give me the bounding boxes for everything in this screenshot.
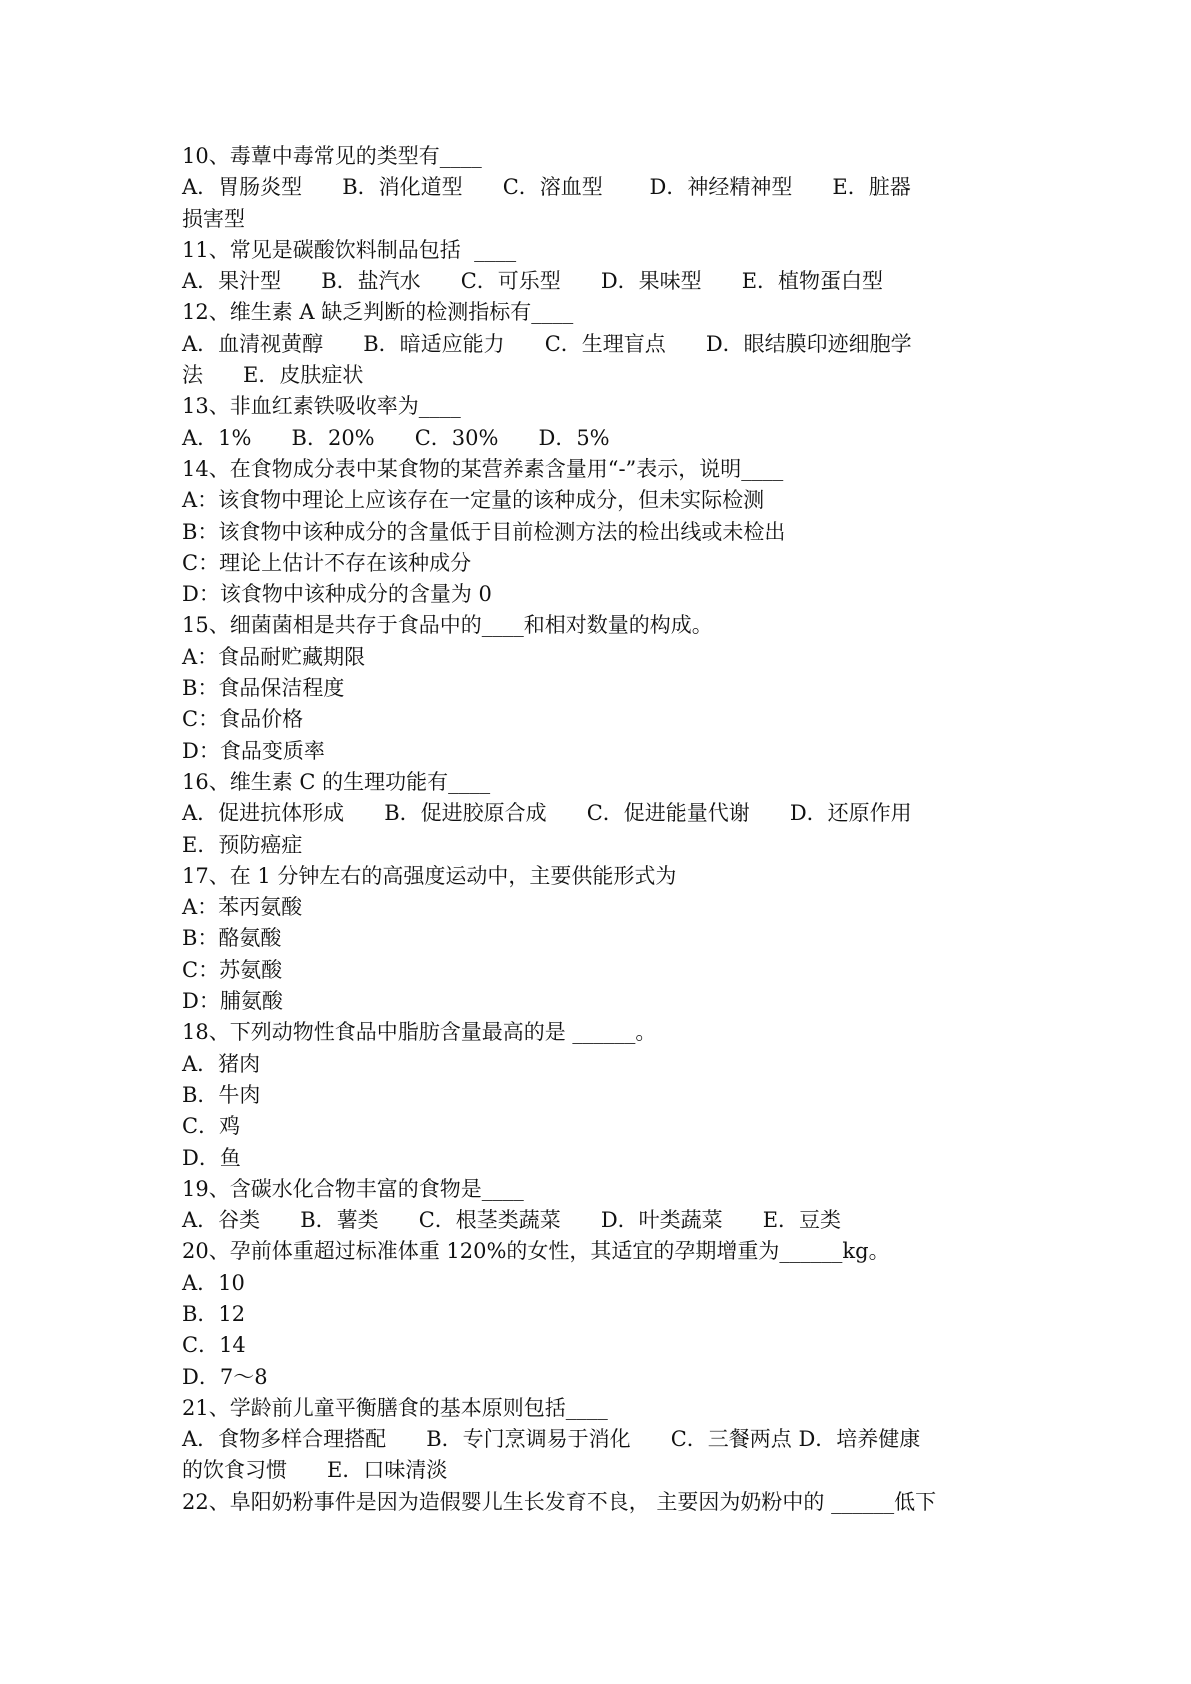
question-13-options: A．1% B．20% C．30% D．5% [182,425,610,450]
question-10-options-cont: 损害型 [182,206,245,231]
question-17-option-d: D：脯氨酸 [182,989,283,1014]
question-18-option-b: B．牛肉 [182,1082,261,1107]
question-21-stem: 21、学龄前儿童平衡膳食的基本原则包括____ [182,1395,608,1420]
question-14-option-a: A：该食物中理论上应该存在一定量的该种成分，但未实际检测 [182,488,765,513]
question-10-options: A．胃肠炎型 B．消化道型 C．溶血型 D．神经精神型 E．脏器 [182,175,911,200]
question-17-option-c: C：苏氨酸 [182,957,283,982]
question-17-option-a: A：苯丙氨酸 [182,895,303,920]
question-14-option-b: B：该食物中该种成分的含量低于目前检测方法的检出线或未检出 [182,519,786,544]
question-15-option-c: C：食品价格 [182,707,304,732]
question-16-options: A．促进抗体形成 B．促进胶原合成 C．促进能量代谢 D．还原作用 [182,801,912,826]
document-page [182,141,1022,1518]
question-20-option-d: D．7～8 [182,1364,268,1389]
question-18-option-d: D．鱼 [182,1145,241,1170]
question-16-stem: 16、维生素 C 的生理功能有____ [182,769,491,794]
question-16-options-cont: E．预防癌症 [182,832,303,857]
question-21-options-cont: 的饮食习惯 E．口味清淡 [182,1458,448,1483]
question-20-option-b: B．12 [182,1301,246,1326]
question-15-option-d: D：食品变质率 [182,738,325,763]
question-15-stem: 15、细菌菌相是共存于食品中的____和相对数量的构成。 [182,613,713,638]
question-15-option-a: A：食品耐贮藏期限 [182,644,366,669]
question-17-stem: 17、在 1 分钟左右的高强度运动中，主要供能形式为 [182,863,677,888]
question-17-option-b: B：酪氨酸 [182,926,282,951]
question-12-stem: 12、维生素 A 缺乏判断的检测指标有____ [182,300,574,325]
question-18-option-c: C．鸡 [182,1114,241,1139]
question-14-option-c: C：理论上估计不存在该种成分 [182,550,472,575]
question-21-options: A．食物多样合理搭配 B．专门烹调易于消化 C．三餐两点 D．培养健康 [182,1427,921,1452]
question-12-options: A．血清视黄醇 B．暗适应能力 C．生理盲点 D．眼结膜印迹细胞学 [182,331,912,356]
question-22-stem: 22、阜阳奶粉事件是因为造假婴儿生长发育不良， 主要因为奶粉中的 ______低下 [182,1489,937,1514]
question-19-options: A．谷类 B．薯类 C．根茎类蔬菜 D．叶类蔬菜 E．豆类 [182,1208,842,1233]
question-19-stem: 19、含碳水化合物丰富的食物是____ [182,1176,524,1201]
question-18-stem: 18、下列动物性食品中脂肪含量最高的是 ______。 [182,1020,657,1045]
question-12-options-cont: 法 E．皮肤症状 [182,363,364,388]
question-14-option-d: D：该食物中该种成分的含量为 0 [182,582,492,607]
question-15-option-b: B：食品保洁程度 [182,676,345,701]
question-10-stem: 10、毒蕈中毒常见的类型有____ [182,144,482,168]
question-11-stem: 11、常见是碳酸饮料制品包括 ____ [182,237,517,262]
question-14-stem: 14、在食物成分表中某食物的某营养素含量用“-”表示，说明____ [182,456,784,481]
question-20-option-a: A．10 [182,1270,245,1295]
question-18-option-a: A．猪肉 [182,1051,261,1076]
question-13-stem: 13、非血红素铁吸收率为____ [182,394,461,419]
question-20-option-c: C．14 [182,1333,246,1358]
question-11-options: A．果汁型 B．盐汽水 C．可乐型 D．果味型 E．植物蛋白型 [182,269,884,294]
question-20-stem: 20、孕前体重超过标准体重 120%的女性，其适宜的孕期增重为______kg。 [182,1239,890,1264]
